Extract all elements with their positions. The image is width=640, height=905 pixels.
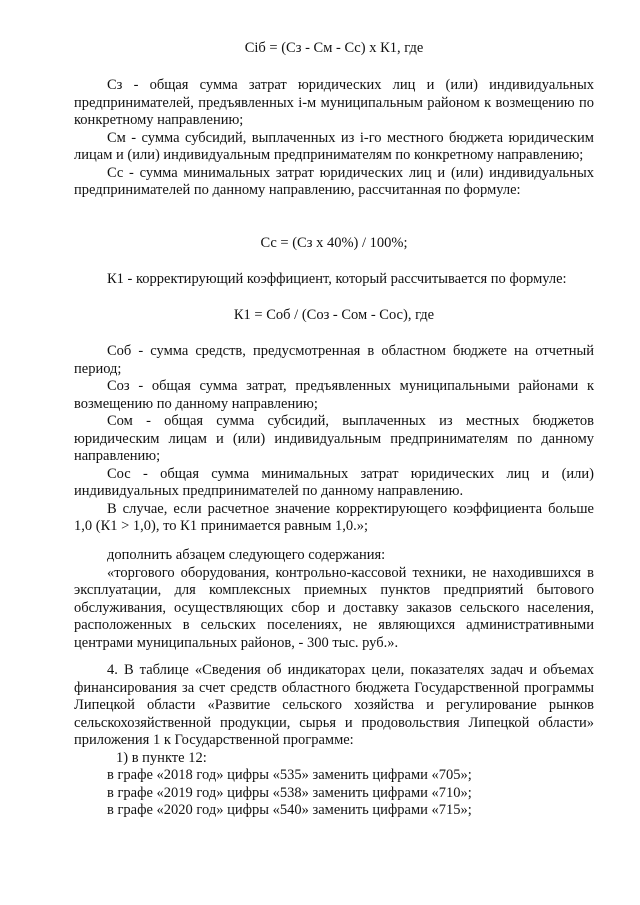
definition-soz: Соз - общая сумма затрат, предъявленных муниципальными районами к возмещению по данному направлению; (74, 378, 594, 412)
definition-sm: См - сумма субсидий, выплаченных из i-го местного бюджета юридическим лицам и (или) индивидуальным предпринимателям по конкретному направлению; (74, 129, 594, 163)
k1-intro-block (74, 271, 594, 289)
change-2020: в графе «2020 год» цифры «540» заменить цифрами «715»; (107, 802, 472, 818)
formula-k1: К1 = Соб / (Соз - Сом - Сос), где (233, 307, 435, 323)
k1-condition: В случае, если расчетное значение корректирующего коэффициента больше 1,0 (К1 > 1,0), то К1 принимается равным 1,0.»; (74, 500, 594, 534)
supplement-intro: дополнить абзацем следующего содержания: (107, 547, 386, 563)
k1-intro: К1 - корректирующий коэффициент, который рассчитывается по формуле: (107, 271, 567, 287)
formula-ss: Сс = (Сз х 40%) / 100%; (260, 235, 408, 251)
definition-som: Сом - общая сумма субсидий, выплаченных из местных бюджетов юридическим лицам и (или) индивидуальным предпринимателям по данному направлению; (74, 413, 594, 464)
supplement-block (74, 547, 594, 652)
definition-ss: Сс - сумма минимальных затрат юридических лиц и (или) индивидуальных предпринимателей по данному направлению, рассчитанная по формуле: (74, 164, 594, 198)
change-2019: в графе «2019 год» цифры «538» заменить цифрами «710»; (107, 784, 472, 801)
definitions-block-1 (74, 77, 594, 200)
change-2018: в графе «2018 год» цифры «535» заменить цифрами «705»; (107, 767, 472, 783)
definition-sz: Сз - общая сумма затрат юридических лиц и (или) индивидуальных предпринимателей, предъявленных i-м муниципальным районом к возмещению по конкретному направлению; (74, 77, 594, 128)
item-4-text: 4. В таблице «Сведения об индикаторах цели, показателях задач и объемах финансирования за счет средств областного бюджета Государственной программы Липецкой области «Развитие сельского хозяйства и регулирование рынков сельскохозяйственной продукции, сырья и продовольствия Липецкой области» приложения 1 к Государственной программе: (74, 662, 594, 748)
definitions-block-2 (74, 343, 594, 536)
supplement-text: «торгового оборудования, контрольно-кассовой техники, не находившихся в эксплуатации, для комплексных приемных пунктов предприятий бытового обслуживания, осуществляющих сбор и доставку заказов сельского населения, расположенных в сельских поселениях, не являющихся административными центрами муниципальных районов, - 300 тыс. руб.». (74, 564, 594, 651)
definition-sos: Сос - общая сумма минимальных затрат юридических лиц и (или) индивидуальных предпринимателей по данному направлению. (74, 465, 594, 499)
sub-item-1: 1) в пункте 12: (116, 749, 207, 766)
formula-cib: Сiб = (Сз - См - Сс) х К1, где (244, 40, 424, 56)
definition-sob: Соб - сумма средств, предусмотренная в областном бюджете на отчетный период; (74, 343, 594, 377)
item-4-block (74, 662, 594, 820)
